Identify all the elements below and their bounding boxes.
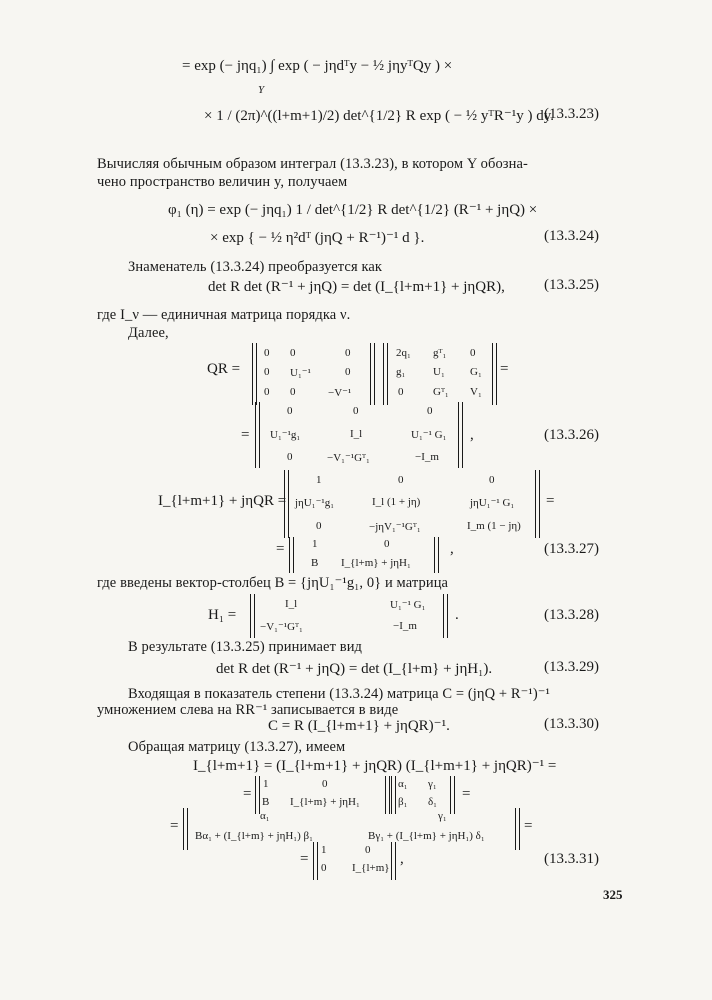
matrix-cell: γ₁ <box>428 778 437 790</box>
matrix-cell: −V₁⁻¹Gᵀ₁ <box>327 452 370 464</box>
matrix-cell: U₁⁻¹ G₁ <box>390 599 426 611</box>
equals-sign: = <box>300 851 309 867</box>
matrix-cell: 1 <box>316 474 322 486</box>
matrix-bracket <box>289 537 294 573</box>
matrix-cell: 0 <box>264 386 270 398</box>
equation-lhs: QR = <box>207 361 241 377</box>
matrix-cell: γ₁ <box>438 810 447 822</box>
equation-number: (13.3.30) <box>544 716 599 732</box>
matrix-bracket <box>250 594 255 638</box>
equation-13-3-30: C = R (I_{l+m+1} + jηQR)⁻¹. <box>268 718 450 734</box>
matrix-cell: jηU₁⁻¹g₁ <box>295 497 335 509</box>
equals-sign: = <box>170 818 179 834</box>
matrix-cell: 0 <box>287 405 293 417</box>
matrix-bracket <box>458 402 463 468</box>
matrix-bracket <box>385 776 390 814</box>
matrix-bracket <box>443 594 448 638</box>
matrix-cell: 1 <box>263 778 269 790</box>
matrix-bracket <box>515 808 520 850</box>
matrix-bracket <box>434 537 439 573</box>
paragraph-line: Знаменатель (13.3.24) преобразуется как <box>128 259 383 275</box>
matrix-cell: 0 <box>345 366 351 378</box>
equation-number: (13.3.31) <box>544 851 599 867</box>
paragraph-line: Вычисляя обычным образом интеграл (13.3.23), в котором Y обозна- <box>97 156 528 172</box>
comma: , <box>470 427 474 443</box>
matrix-cell: 0 <box>290 347 296 359</box>
equation-13-3-24-line2: × exp { − ½ η²dᵀ (jηQ + R⁻¹)⁻¹ d }. <box>210 230 425 246</box>
matrix-bracket <box>492 343 497 405</box>
matrix-cell: 1 <box>312 538 318 550</box>
matrix-cell: 2q₁ <box>396 347 411 359</box>
matrix-cell: 0 <box>489 474 495 486</box>
matrix-cell: G₁ <box>470 366 482 378</box>
matrix-bracket <box>391 776 396 814</box>
paragraph-line: В результате (13.3.25) принимает вид <box>128 639 363 655</box>
matrix-bracket <box>391 842 396 880</box>
matrix-cell: 0 <box>264 366 270 378</box>
equation-lhs: I_{l+m+1} + jηQR = <box>158 493 287 509</box>
matrix-cell: 0 <box>470 347 476 359</box>
matrix-cell: B <box>262 796 270 808</box>
matrix-cell: 0 <box>365 844 371 856</box>
matrix-cell: U₁⁻¹ G₁ <box>411 429 447 441</box>
matrix-cell: 1 <box>321 844 327 856</box>
matrix-cell: U₁⁻¹ <box>290 367 311 379</box>
matrix-cell: −I_m <box>393 620 417 632</box>
matrix-bracket <box>252 343 257 405</box>
equation-13-3-23-line1: = exp (− jηq₁) ∫ exp ( − jηdᵀy − ½ jηyᵀQy ) × <box>182 58 453 74</box>
matrix-cell: 0 <box>287 451 293 463</box>
matrix-cell: B <box>311 557 319 569</box>
equation-number: (13.3.25) <box>544 277 599 293</box>
period: . <box>455 607 459 623</box>
paragraph-line: Далее, <box>128 325 169 341</box>
matrix-cell: 0 <box>316 520 322 532</box>
matrix-cell: −I_m <box>415 451 439 463</box>
matrix-cell: −jηV₁⁻¹Gᵀ₁ <box>369 521 421 533</box>
matrix-cell: β₁ <box>398 796 408 808</box>
matrix-cell: Gᵀ₁ <box>433 386 449 398</box>
matrix-cell: Bγ₁ + (I_{l+m} + jηH₁) δ₁ <box>368 830 485 842</box>
equals-sign: = <box>462 786 471 802</box>
matrix-cell: 0 <box>321 862 327 874</box>
equals-sign: = <box>546 493 555 509</box>
matrix-cell: jηU₁⁻¹ G₁ <box>470 497 515 509</box>
matrix-bracket <box>450 776 455 814</box>
page-number: 325 <box>603 887 623 902</box>
equation-13-3-24-line1: φ₁ (η) = exp (− jηq₁) 1 / det^{1/2} R det^{1/2} (R⁻¹ + jηQ) × <box>168 202 538 218</box>
matrix-cell: I_{l+m} + jηH₁ <box>290 796 360 808</box>
equals-sign: = <box>241 427 250 443</box>
comma: , <box>450 541 454 557</box>
equals-sign: = <box>243 786 252 802</box>
matrix-cell: 0 <box>398 474 404 486</box>
matrix-cell: I_{l+m} <box>352 862 390 874</box>
matrix-cell: 0 <box>353 405 359 417</box>
matrix-cell: −V⁻¹ <box>328 387 352 399</box>
equation-13-3-25: det R det (R⁻¹ + jηQ) = det (I_{l+m+1} + jηQR), <box>208 279 505 295</box>
matrix-cell: gᵀ₁ <box>433 347 447 359</box>
paragraph-line: Входящая в показатель степени (13.3.24) матрица C = (jηQ + R⁻¹)⁻¹ <box>128 686 550 702</box>
equation-number: (13.3.23) <box>544 106 599 122</box>
equation-number: (13.3.27) <box>544 541 599 557</box>
paragraph-line: умножением слева на RR⁻¹ записывается в виде <box>97 702 399 718</box>
matrix-bracket <box>255 402 260 468</box>
integral-domain-label: Y <box>258 84 265 96</box>
equation-13-3-23-line2: × 1 / (2π)^((l+m+1)/2) det^{1/2} R exp ( − ½ yᵀR⁻¹y ) dy. <box>204 108 555 124</box>
matrix-cell: Bα₁ + (I_{l+m} + jηH₁) β₁ <box>195 830 313 842</box>
matrix-cell: U₁ <box>433 366 445 378</box>
matrix-cell: 0 <box>345 347 351 359</box>
matrix-cell: I_{l+m} + jηH₁ <box>341 557 411 569</box>
matrix-cell: I_l <box>350 428 363 440</box>
comma: , <box>400 851 404 867</box>
equation-number: (13.3.26) <box>544 427 599 443</box>
equation-number: (13.3.28) <box>544 607 599 623</box>
paragraph-line: чено пространство величин y, получаем <box>97 174 348 190</box>
equals-sign: = <box>524 818 533 834</box>
matrix-cell: I_m (1 − jη) <box>467 520 521 532</box>
paragraph-line: Обращая матрицу (13.3.27), имеем <box>128 739 346 755</box>
matrix-cell: δ₁ <box>428 796 438 808</box>
matrix-bracket <box>370 343 375 405</box>
matrix-cell: α₁ <box>398 778 408 790</box>
matrix-cell: I_l (1 + jη) <box>372 496 421 508</box>
matrix-bracket <box>255 776 260 814</box>
matrix-cell: 0 <box>264 347 270 359</box>
matrix-cell: −V₁⁻¹Gᵀ₁ <box>260 621 303 633</box>
matrix-bracket <box>183 808 188 850</box>
equation-lhs: H₁ = <box>208 607 237 623</box>
equals-sign: = <box>500 361 509 377</box>
matrix-bracket <box>383 343 388 405</box>
equation-13-3-31-line1: I_{l+m+1} = (I_{l+m+1} + jηQR) (I_{l+m+1} + jηQR)⁻¹ = <box>193 758 557 774</box>
matrix-cell: g₁ <box>396 366 406 378</box>
matrix-cell: U₁⁻¹g₁ <box>270 429 301 441</box>
matrix-cell: 0 <box>384 538 390 550</box>
matrix-cell: V₁ <box>470 386 482 398</box>
matrix-cell: I_l <box>285 598 298 610</box>
matrix-cell: 0 <box>427 405 433 417</box>
matrix-cell: 0 <box>398 386 404 398</box>
matrix-cell: 0 <box>290 386 296 398</box>
matrix-cell: α₁ <box>260 810 270 822</box>
paragraph-line: где введены вектор-столбец B = {jηU₁⁻¹g₁, 0} и матрица <box>97 575 449 591</box>
matrix-bracket <box>313 842 318 880</box>
equals-sign: = <box>276 541 285 557</box>
matrix-cell: 0 <box>322 778 328 790</box>
equation-number: (13.3.29) <box>544 659 599 675</box>
equation-number: (13.3.24) <box>544 228 599 244</box>
paragraph-line: где I_ν — единичная матрица порядка ν. <box>97 307 351 323</box>
matrix-bracket <box>535 470 540 538</box>
matrix-bracket <box>284 470 289 538</box>
equation-13-3-29: det R det (R⁻¹ + jηQ) = det (I_{l+m} + jηH₁). <box>216 661 493 677</box>
